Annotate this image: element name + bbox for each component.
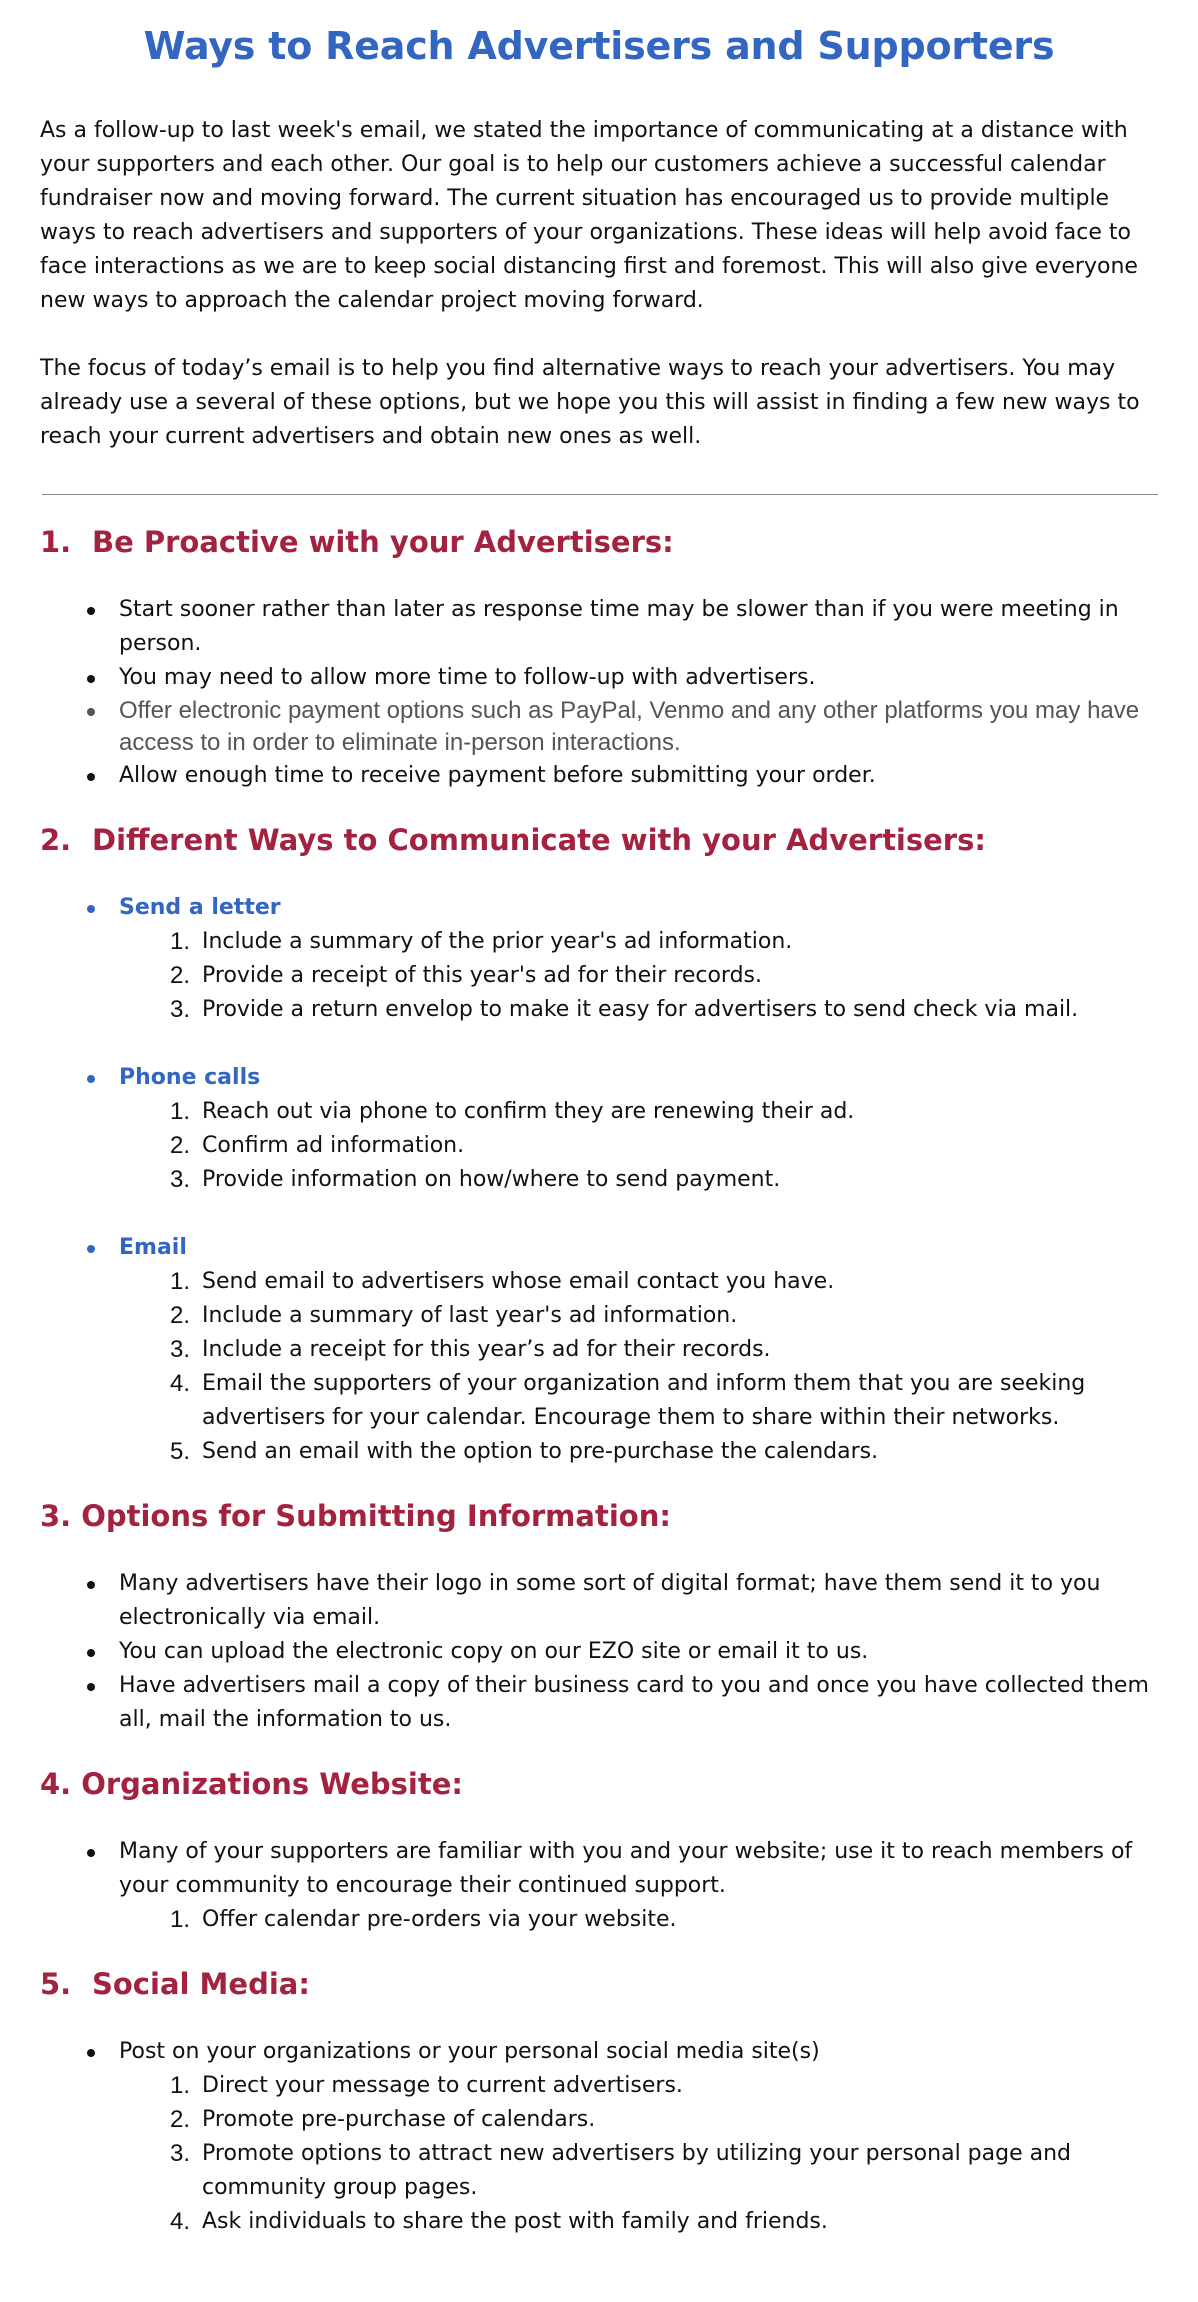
focus-paragraph: The focus of today’s email is to help you find alternative ways to reach your advertisers. You may already use a several of these options, but we hope you this will assist in finding a few new ways to reach your current advertisers and obtain new ones as well.: [40, 356, 1140, 449]
section-title: Be Proactive with your Advertisers:: [92, 525, 674, 559]
list-item: 2. Include a summary of last year's ad information.: [170, 1302, 738, 1329]
list-item: 3. Include a receipt for this year’s ad for their records.: [170, 1336, 771, 1363]
section-title: Social Media:: [92, 1967, 310, 2001]
section-title: Options for Submitting Information:: [81, 1499, 671, 1533]
section-2-heading: [40, 823, 1158, 857]
phone-calls-steps: [40, 1095, 1158, 1197]
bullet-icon: [87, 675, 95, 683]
section-number: 3.: [40, 1499, 72, 1533]
list-item: 3. Provide a return envelop to make it easy for advertisers to send check via mail.: [170, 996, 1079, 1023]
bullet-icon: [87, 607, 95, 615]
bullet-icon: [87, 773, 95, 781]
bullet-icon: [87, 905, 95, 913]
section-4-list: [40, 1835, 1158, 1903]
divider: [42, 494, 1158, 495]
list-item: Have advertisers mail a copy of their business card to you and once you have collected them all, mail the information to us.: [40, 1669, 1158, 1737]
section-number: 1.: [40, 525, 72, 559]
list-item: 3. Promote options to attract new advertisers by utilizing your personal page and community group pages.: [170, 2140, 1071, 2200]
section-number: 5.: [40, 1967, 72, 2001]
list-item: Start sooner rather than later as response time may be slower than if you were meeting in person.: [40, 593, 1158, 661]
list-item: 2. Promote pre-purchase of calendars.: [170, 2106, 596, 2133]
list-item: Many advertisers have their logo in some sort of digital format; have them send it to you electronically via email.: [40, 1567, 1158, 1635]
page-title: Ways to Reach Advertisers and Supporters: [143, 24, 1055, 68]
list-item: Many of your supporters are familiar with you and your website; use it to reach members of your community to encourage their continued support.: [40, 1835, 1158, 1903]
section-title: Different Ways to Communicate with your Advertisers:: [92, 823, 986, 857]
subsection-phone-calls: Phone calls: [40, 1061, 1158, 1095]
section-5-heading: [40, 1967, 1158, 2001]
list-item: 1. Direct your message to current advertisers.: [170, 2072, 683, 2099]
section-title: Organizations Website:: [81, 1767, 463, 1801]
list-item: 5. Send an email with the option to pre-purchase the calendars.: [170, 1438, 879, 1465]
list-item: 2. Confirm ad information.: [170, 1132, 465, 1159]
list-item: Allow enough time to receive payment before submitting your order.: [40, 759, 1158, 793]
bullet-icon: [87, 1683, 95, 1691]
bullet-icon: [87, 2049, 95, 2057]
send-letter-steps: [40, 925, 1158, 1027]
bullet-icon: [87, 1245, 95, 1253]
section-1-list: [40, 593, 1158, 793]
subsection-send-letter: Send a letter: [40, 891, 1158, 925]
list-item: 2. Provide a receipt of this year's ad for their records.: [170, 962, 763, 989]
list-item: 4. Email the supporters of your organization and inform them that you are seeking advertisers for your calendar. Encourage them to share within their networks.: [170, 1370, 1086, 1430]
list-item: 3. Provide information on how/where to send payment.: [170, 1166, 781, 1193]
section-number: 4.: [40, 1767, 72, 1801]
list-item: 1. Offer calendar pre-orders via your website.: [170, 1906, 677, 1933]
bullet-icon: [87, 1849, 95, 1857]
list-item: 1. Send email to advertisers whose email contact you have.: [170, 1268, 835, 1295]
section-1-heading: [40, 525, 1158, 559]
list-item: 4. Ask individuals to share the post with family and friends.: [170, 2208, 828, 2235]
section-3-list: [40, 1567, 1158, 1737]
section-4-heading: [40, 1767, 1158, 1801]
website-steps: [40, 1903, 1158, 1937]
bullet-icon: [87, 1075, 95, 1083]
bullet-icon: [87, 1649, 95, 1657]
social-media-steps: [40, 2069, 1158, 2239]
list-item: Post on your organizations or your personal social media site(s): [40, 2035, 1158, 2069]
section-3-heading: [40, 1499, 1158, 1533]
section-5-list: [40, 2035, 1158, 2069]
list-item: Offer electronic payment options such as PayPal, Venmo and any other platforms you may have access to in order to eliminate in-person interactions.: [40, 695, 1158, 759]
email-steps: [40, 1265, 1158, 1469]
list-item: 1. Reach out via phone to confirm they are renewing their ad.: [170, 1098, 855, 1125]
list-item: You may need to allow more time to follow-up with advertisers.: [40, 661, 1158, 695]
section-number: 2.: [40, 823, 72, 857]
bullet-icon: [87, 708, 95, 716]
list-item: 1. Include a summary of the prior year's ad information.: [170, 928, 793, 955]
list-item: You can upload the electronic copy on our EZO site or email it to us.: [40, 1635, 1158, 1669]
bullet-icon: [87, 1581, 95, 1589]
subsection-email: Email: [40, 1231, 1158, 1265]
intro-paragraph: As a follow-up to last week's email, we stated the importance of communicating at a distance with your supporters and each other. Our goal is to help our customers achieve a successful calendar fundraiser now and moving forward. The current situation has encouraged us to provide multiple ways to reach advertisers and supporters of your organizations. These ideas will help avoid face to face interactions as we are to keep social distancing first and foremost. This will also give everyone new ways to approach the calendar project moving forward.: [40, 118, 1138, 313]
